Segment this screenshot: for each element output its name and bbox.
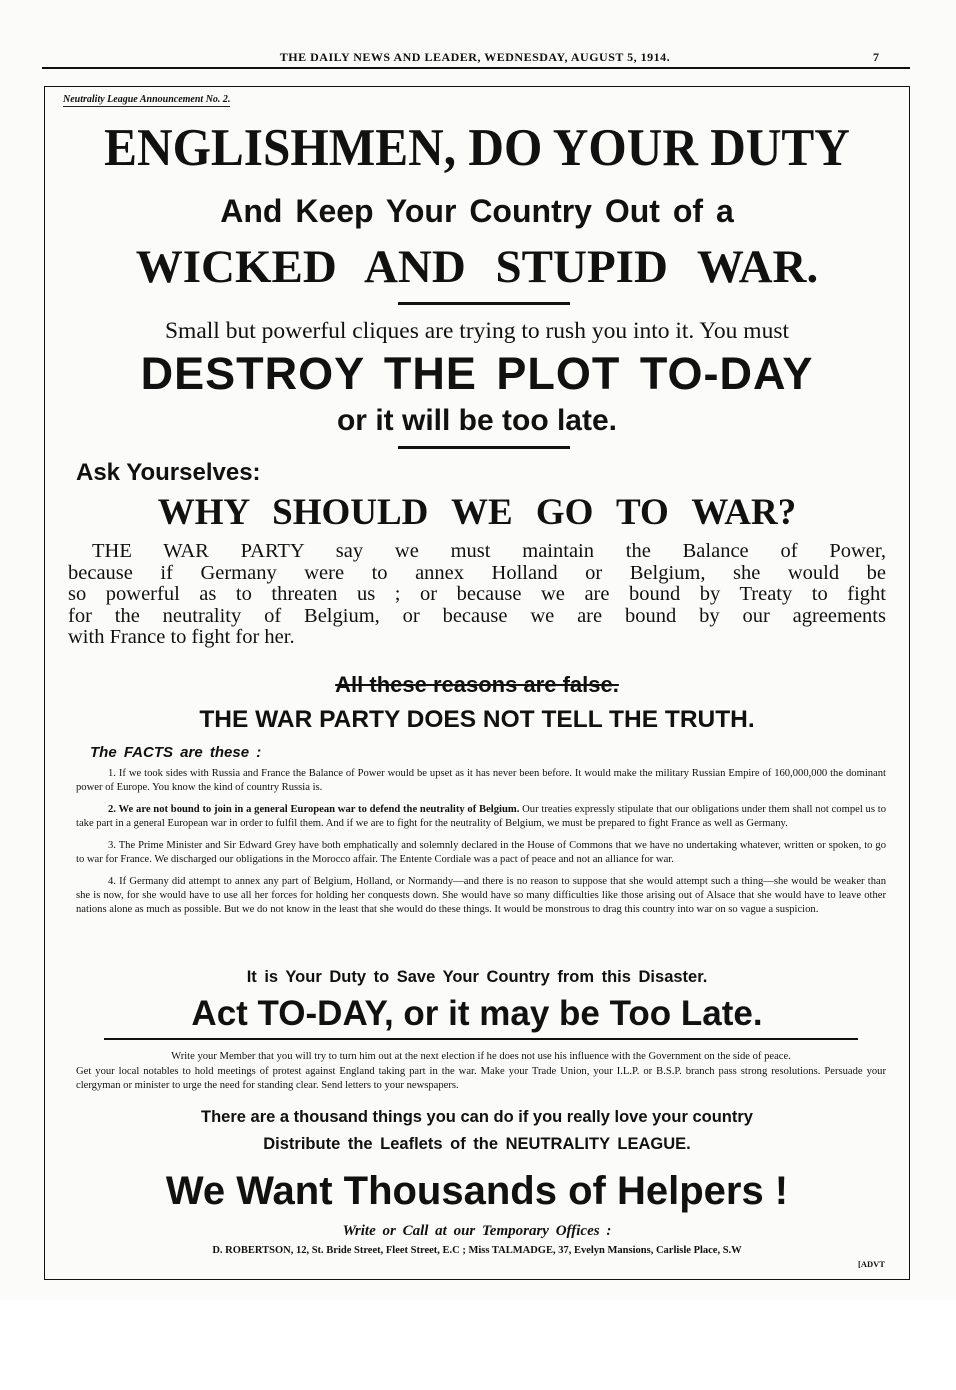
war-party-line: for the neutrality of Belgium, or because we are bound by our agreements <box>68 604 886 627</box>
too-late-line: or it will be too late. <box>336 404 618 437</box>
want-helpers: We Want Thousands of Helpers ! <box>165 1169 789 1213</box>
ask-yourselves: Ask Yourselves: <box>76 459 261 486</box>
fact-bold: 2. We are not bound to join in a general European war to defend the neutrality of Belgium. <box>108 804 520 815</box>
no-truth-line: THE WAR PARTY DOES NOT TELL THE TRUTH. <box>199 706 755 733</box>
war-party-line: THE WAR PARTY say we must maintain the Balance of Power, <box>92 540 886 562</box>
fact-item <box>76 839 886 867</box>
page-number: 7 <box>873 50 879 64</box>
war-party-line: because if Germany were to annex Holland or Belgium, she would be <box>68 561 886 584</box>
act-today: Act TO-DAY, or it may be Too Late. <box>191 994 763 1033</box>
subhead-keep-country: And Keep Your Country Out of a <box>220 193 734 229</box>
advt-tag: [ADVT <box>858 1259 885 1269</box>
destroy-plot: DESTROY THE PLOT TO-DAY <box>140 348 814 399</box>
reasons-false <box>44 670 910 700</box>
intro-text: Small but powerful cliques are trying to rush you into it. You must <box>164 318 790 344</box>
facts-heading: The FACTS are these : <box>90 744 262 761</box>
action-item: Write your Member that you will try to turn him out at the next election if he does not use his influence with the Government on the side of peace. <box>171 1051 791 1062</box>
fact-item <box>76 875 886 917</box>
action-list <box>76 1050 886 1093</box>
office-addresses: D. ROBERTSON, 12, St. Bride Street, Fleet Street, E.C ; Miss TALMADGE, 37, Evelyn Mansions, Carlisle Place, S.W <box>212 1245 742 1256</box>
write-or-call: Write or Call at our Temporary Offices : <box>342 1223 612 1239</box>
war-party-line: with France to fight for her. <box>68 626 295 648</box>
masthead-title: THE DAILY NEWS AND LEADER, WEDNESDAY, AUGUST 5, 1914. <box>279 50 671 64</box>
announcement-label: Neutrality League Announcement No. 2. <box>63 94 231 105</box>
thousand-things: There are a thousand things you can do if you really love your country <box>201 1108 753 1126</box>
divider-rule-1 <box>398 302 570 305</box>
fact-text: 3. The Prime Minister and Sir Edward Grey have both emphatically and solemnly declared in the House of Commons that we have no undertaking whatever, written or spoken, to go to war for France. We discharged our obligations in the Morocco affair. The Entente Cordiale was a pact of peace and not an alliance for war. <box>76 840 886 865</box>
subhead-wicked-war: WICKED AND STUPID WAR. <box>135 241 819 293</box>
fact-text: 1. If we took sides with Russia and France the Balance of Power would be upset as it has never been before. It would make the military Russian Empire of 160,000,000 the dominant power of Europe. You know the kind of country Russia is. <box>76 768 886 793</box>
masthead-rule <box>42 67 910 69</box>
fact-text: 4. If Germany did attempt to annex any part of Belgium, Holland, or Normandy—and there is no reason to suppose that she would attempt such a thing—she would be weaker than she is now, for she would have to use all her forces for holding her conquests down. She would have so many difficulties like those arising out of Alsace that she would have to leave other nations alone as much as possible. But we do not know in the least that she would do these things. It would be monstrous to drag this country into war on so vague a suspicion. <box>76 876 886 915</box>
headline: ENGLISHMEN, DO YOUR DUTY <box>104 119 850 177</box>
duty-line: It is Your Duty to Save Your Country from this Disaster. <box>246 968 708 986</box>
why-go-to-war: WHY SHOULD WE GO TO WAR? <box>157 492 797 533</box>
divider-rule-3 <box>104 1038 858 1040</box>
fact-item <box>76 767 886 795</box>
war-party-paragraph <box>68 541 886 649</box>
distribute-leaflets: Distribute the Leaflets of the NEUTRALITY LEAGUE. <box>263 1135 691 1153</box>
action-item: Get your local notables to hold meetings of protest against England taking part in the war. Make your Trade Union, your I.L.P. or B.S.P. branch pass strong resolutions. Persuade your clergyman or minister to urge the need for standing clear. Send letters to your newspapers. <box>76 1066 886 1091</box>
war-party-line: so powerful as to threaten us ; or because we are bound by Treaty to fight <box>68 583 886 605</box>
fact-item <box>76 803 886 831</box>
facts-list <box>76 767 886 917</box>
reasons-false-text: All these reasons are false. <box>335 672 619 697</box>
fact-text: Our treaties expressly stipulate that our obligations under them shall not compel us to take part in a general European war in order to fulfil them. And if we are to fight for the neutrality of Belgium, we must be prepared to fight France as well as Germany. <box>76 804 886 829</box>
divider-rule-2 <box>398 446 570 449</box>
